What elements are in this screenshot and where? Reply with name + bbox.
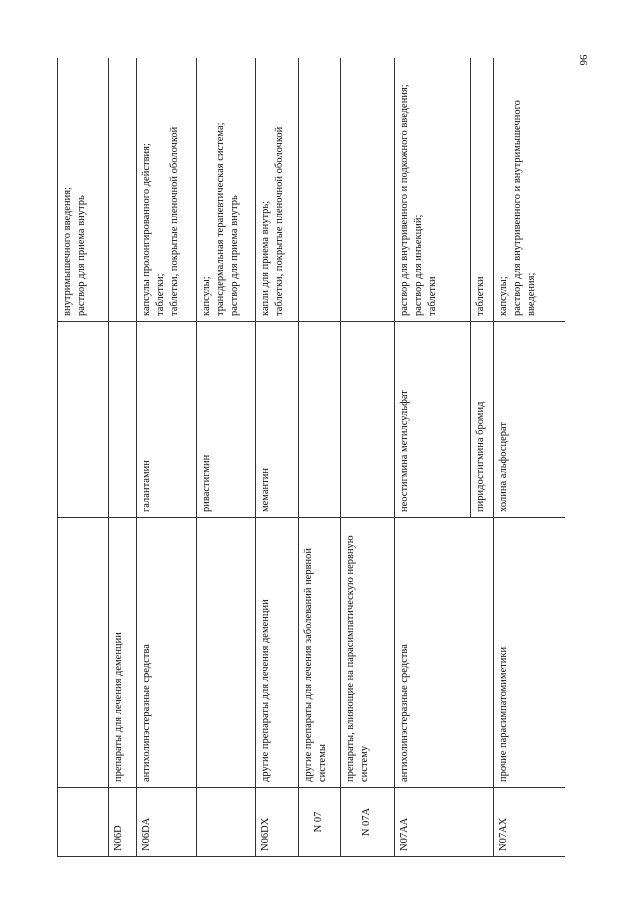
atc-code-cell: N07AA	[395, 788, 494, 857]
dosage-form: таблетки, покрытые пленочной оболочкой	[274, 126, 286, 316]
group-cell: другие препараты для лечения деменции	[256, 518, 299, 788]
group-cell	[197, 518, 256, 788]
table-row	[109, 58, 137, 857]
dosage-form: таблетки, покрытые пленочной оболочкой	[169, 126, 181, 316]
group-cell: прочие парасимпатомиметики	[494, 518, 566, 788]
dosage-form: таблетки;	[155, 273, 167, 316]
inn-cell: неостигмина метилсульфат	[395, 322, 471, 518]
dosage-form: капсулы пролонгированного действия;	[141, 143, 152, 316]
atc-code-cell: N06DX	[256, 788, 299, 857]
dosage-forms-cell	[197, 58, 256, 322]
dosage-form: раствор для инъекций;	[413, 214, 425, 316]
dosage-forms-cell	[341, 58, 395, 322]
atc-code-cell: N06D	[109, 788, 137, 857]
table-row	[58, 58, 109, 857]
inn-cell	[109, 322, 137, 518]
dosage-form: таблетки	[427, 276, 439, 316]
dosage-form: капсулы;	[498, 276, 509, 316]
inn-cell	[299, 322, 341, 518]
table-row	[137, 58, 197, 857]
dosage-form: раствор для приема внутрь	[229, 195, 241, 316]
group-cell: антихолинэстеразные средства	[395, 518, 494, 788]
table-row	[256, 58, 299, 857]
dosage-forms-cell	[299, 58, 341, 322]
dosage-form: капсулы;	[201, 276, 212, 316]
dosage-form: раствор для приема внутрь	[76, 195, 88, 316]
dosage-forms-cell	[494, 58, 566, 322]
group-cell: другие препараты для лечения заболеваний нервной системы	[299, 518, 341, 788]
drug-table-frame	[57, 58, 565, 857]
table-row	[494, 58, 566, 857]
group-cell: антихолинэстеразные средства	[137, 518, 197, 788]
inn-cell: ривастигмин	[197, 322, 256, 518]
inn-cell: мемантин	[256, 322, 299, 518]
dosage-form: капли для приема внутрь;	[260, 200, 271, 316]
dosage-form: внутримышечного введения;	[62, 186, 73, 316]
atc-code-cell: N 07A	[341, 788, 395, 857]
atc-code-cell	[58, 788, 109, 857]
dosage-forms-cell	[137, 58, 197, 322]
dosage-form: раствор для внутривенного и подкожного введения;	[399, 84, 410, 316]
atc-code-cell: N07AX	[494, 788, 566, 857]
atc-code-cell	[197, 788, 256, 857]
table-row	[197, 58, 256, 857]
dosage-form: трансдермальная терапевтическая система;	[215, 122, 227, 316]
group-cell: препараты, влияющие на парасимпатическую нервную систему	[341, 518, 395, 788]
page-number: 96	[577, 54, 589, 66]
inn-cell	[341, 322, 395, 518]
inn-cell	[58, 322, 109, 518]
inn-cell: галантамин	[137, 322, 197, 518]
atc-code-cell: N06DA	[137, 788, 197, 857]
table-row	[299, 58, 341, 857]
table-row	[395, 58, 471, 857]
group-cell: препараты для лечения деменции	[109, 518, 137, 788]
dosage-form: таблетки	[475, 276, 486, 316]
inn-cell: холина альфосцерат	[494, 322, 566, 518]
dosage-forms-cell	[58, 58, 109, 322]
dosage-forms-cell	[109, 58, 137, 322]
table-row	[341, 58, 395, 857]
group-cell	[58, 518, 109, 788]
dosage-forms-cell	[395, 58, 471, 322]
drug-classification-table	[57, 58, 565, 857]
inn-cell: пиридостигмина бромид	[471, 322, 494, 518]
atc-code-cell: N 07	[299, 788, 341, 857]
dosage-forms-cell	[471, 58, 494, 322]
rotated-table-container	[57, 58, 565, 857]
dosage-forms-cell	[256, 58, 299, 322]
dosage-form: раствор для внутривенного и внутримышечного введения;	[512, 100, 538, 316]
